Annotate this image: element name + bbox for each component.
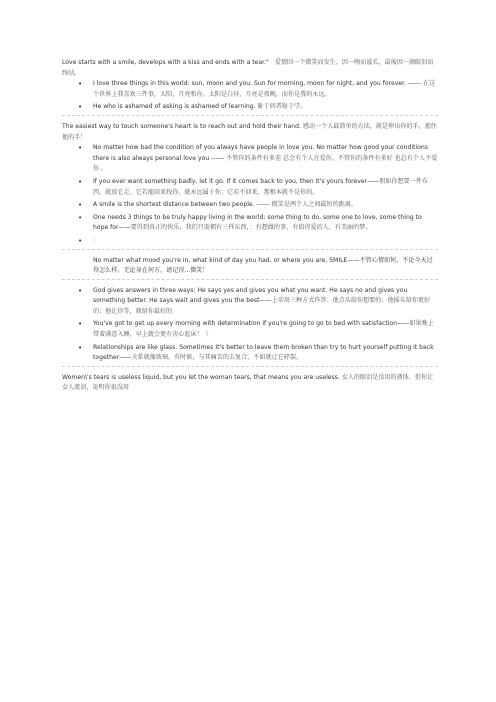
quote-list-2 xyxy=(62,143,438,246)
bullet-icon: • xyxy=(78,80,83,89)
smile-quote-english: No matter what mood you're in, what kind of day you had, or where you are, SMILE—— xyxy=(93,256,360,264)
paragraph-3-chinese: 女人的眼泪是没用的液体，但你让女人流泪，说明你很没用 xyxy=(62,373,434,392)
item-english: You've got to get up every morning with determination if you're going to go to bed with satisfaction—— xyxy=(93,320,410,328)
document-page xyxy=(62,58,438,394)
list-item xyxy=(62,213,438,234)
quote-list-3 xyxy=(62,286,438,364)
bullet-icon: • xyxy=(78,213,83,222)
divider-1 xyxy=(62,115,438,116)
bullet-icon: • xyxy=(78,236,83,245)
list-item xyxy=(62,200,438,211)
item-english: If you ever want something badly, let it go. If it comes back to you, then it's yours forever—— xyxy=(93,177,380,185)
item-chinese: 关系就像玻璃。有时候，与其痛苦的去复合，不如就让它碎裂。 xyxy=(131,354,303,362)
item-english: He who is ashamed of asking is ashamed of learning. xyxy=(93,103,256,111)
paragraph-3 xyxy=(62,373,438,394)
paragraph-3-english: Women\'s tears is useless liquid, but you let the woman tears, that means you are useless. xyxy=(62,373,340,381)
paragraph-2-english: The easiest way to touch someone's heart is to reach out and hold their hand. xyxy=(62,122,301,130)
bullet-icon: • xyxy=(78,103,83,112)
item-english: God gives answers in three ways: He says yes and gives you what you want. He says no and gives you something better. He says wait and gives you the best—— xyxy=(93,286,408,305)
bullet-icon: • xyxy=(78,286,83,295)
bullet-icon: • xyxy=(78,144,83,153)
bullet-icon: • xyxy=(78,201,83,210)
item-chinese: ： xyxy=(93,236,100,244)
item-chinese: 微笑是两个人之间最短的距离。 xyxy=(269,201,357,209)
divider-2 xyxy=(62,249,438,250)
list-item xyxy=(62,102,438,113)
item-english: I love three things in this world: sun, moon and you. Sun for morning, moon for night, and you forever. ------ xyxy=(93,80,422,88)
item-chinese: 要得到真正的快乐，我们只需拥有三样东西，：有想做的事，有值得爱的人，有美丽的梦。 xyxy=(130,224,372,232)
item-english: Relationships are like glass. Sometimes it's better to leave them broken than try to hurt yourself putting it back together—— xyxy=(93,343,434,362)
list-item xyxy=(62,143,438,175)
item-english: A smile is the shortest distance between two people. ------ xyxy=(93,201,270,209)
item-chinese: 上帝用三种方式作答：他点头给你想要的；他摇头给你更好的；他让你等，就给你最好的 xyxy=(93,297,431,315)
bullet-icon: • xyxy=(78,177,83,186)
list-item xyxy=(62,286,438,318)
item-chinese: 假如你想要一件东西，就放它走。它若能回来找你，就永远属于你；它若不回来，那根本就不是你的。 xyxy=(93,177,429,196)
item-chinese: 如果晚上带着满意入睡，早上就会更有决心起床！（ xyxy=(93,320,434,339)
intro-chinese: 爱情因一个微笑而发生，因一吻而滋长，最後因一滴眼泪而终结。 xyxy=(62,59,434,77)
item-english: One needs 3 things to be truly happy living in the world: some thing to do, some one to love, some thing to hope for—— xyxy=(93,213,422,232)
intro-paragraph xyxy=(62,58,438,79)
list-item xyxy=(62,177,438,198)
bullet-icon: • xyxy=(78,343,83,352)
list-item xyxy=(62,343,438,364)
list-item xyxy=(62,319,438,340)
item-english: No matter how bad the condition of you always have people in love you. No matter how good your conditions there is also always personal love you ------ xyxy=(93,144,428,162)
paragraph-2-chinese: 感动一个人最简单的方法，就是伸出你的手，握住他的手！ xyxy=(62,122,437,141)
item-chinese: 不管你的条件有多差 总会有个人在爱你。不管你的条件有多好 也总有个人不爱你 。 xyxy=(93,154,438,173)
divider-3 xyxy=(62,279,438,280)
list-item xyxy=(62,236,438,247)
item-chinese: 耻于问者耻于学。 xyxy=(255,103,307,111)
divider-4 xyxy=(62,366,438,367)
bullet-icon: • xyxy=(78,320,83,329)
intro-english: Love starts with a smile, develops with a kiss and ends with a tear." xyxy=(62,59,269,66)
smile-quote-chinese: 不管心情如何，不论今天过得怎么样，无论身在何方，请记得...微笑！ xyxy=(93,256,433,275)
item-chinese: 在这个世界上我喜欢三件事，太阳，月亮和你。太阳是白昼，月亮是夜晚，而你是我的永远。 xyxy=(93,80,436,98)
paragraph-2 xyxy=(62,122,438,143)
list-item xyxy=(62,79,438,100)
quote-list-1 xyxy=(62,79,438,113)
smile-quote xyxy=(62,256,438,277)
